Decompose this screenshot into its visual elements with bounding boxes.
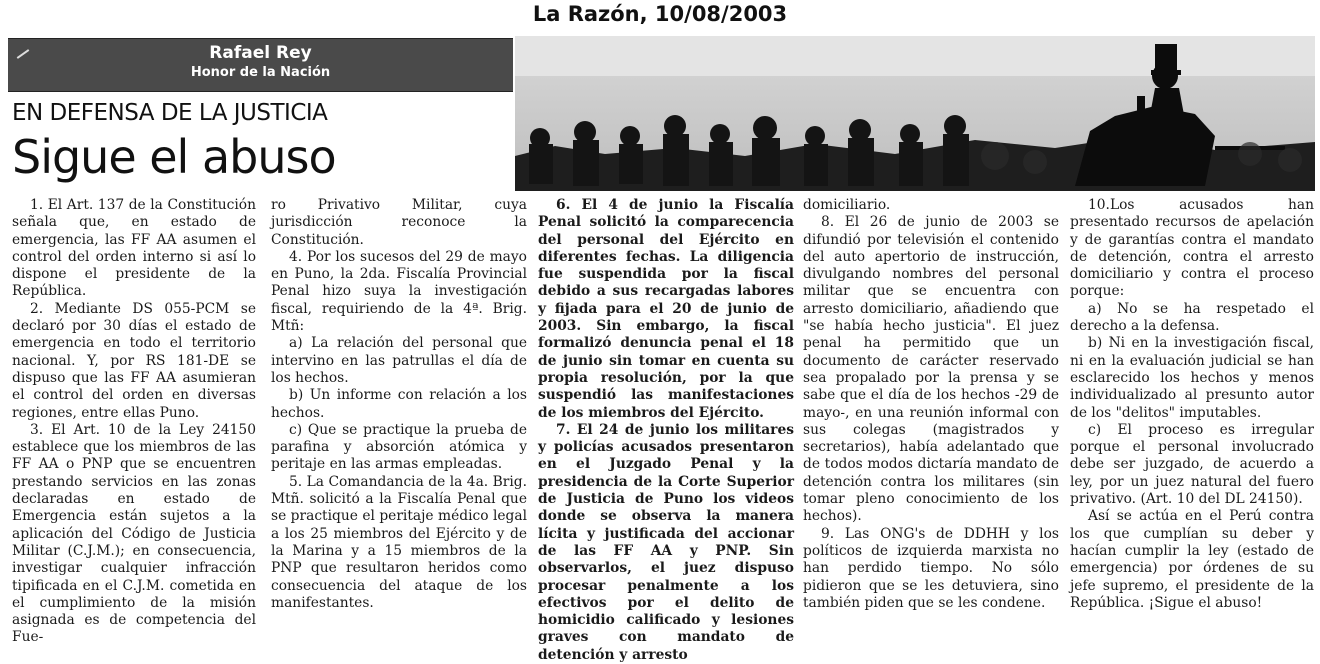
paragraph: 7. El 24 de junio los militares y policías acusados presentaron en el Juzgado Penal y la presidencia de la Corte Superior de Justicia de Puno los videos donde se observa la manera lícita y justificada del accionar de las FF AA y PNP. Sin observarlos, el juez dispuso procesar penalmente a los efectivos por el delito de homicidio calificado y lesiones graves con mandato de detención y arresto: [538, 421, 794, 663]
article-photo: [515, 36, 1315, 191]
paragraph: a) La relación del personal que intervino en las patrullas el día de los hechos.: [271, 335, 527, 386]
paragraph: 2. Mediante DS 055-PCM se declaró por 30 días el estado de emergencia en todo el territorio nacional. Y, por RS 181-DE se dispuso que las FF AA asumieran el control del orden en diversas regiones, entre ellas Puno.: [12, 300, 256, 421]
paragraph: a) No se ha respetado el derecho a la defensa.: [1070, 300, 1314, 335]
article-column-4: [803, 197, 1059, 627]
paragraph: domiciliario.: [803, 197, 891, 213]
paragraph: 10.Los acusados han presentado recursos de apelación y de garantías contra el mandato de detención, contra el arresto domiciliario y contra el proceso porque:: [1070, 197, 1314, 300]
paragraph: c) Que se practique la prueba de parafina y absorción atómica y peritaje en las armas empleadas.: [271, 421, 527, 473]
article-column-5: [1070, 197, 1314, 627]
section-heading: EN DEFENSA DE LA JUSTICIA: [12, 100, 328, 126]
paragraph: Así se actúa en el Perú contra los que cumplían su deber y hacían cumplir la ley (estado de emergencia) por órdenes de su jefe supremo, el presidente de la República. ¡Sigue el abuso!: [1070, 508, 1314, 611]
paragraph: 9. Las ONG's de DDHH y los políticos de izquierda marxista no han perdido tiempo. No sólo pidieron que se les detuviera, sino también piden que se les condene.: [803, 525, 1059, 611]
paragraph: ro Privativo Militar, cuya jurisdicción reconoce la Constitución.: [271, 197, 527, 248]
paragraph: 1. El Art. 137 de la Constitución señala que, en estado de emergencia, las FF AA asumen el control del orden interno si así lo dispone el presidente de la República.: [12, 197, 256, 300]
paragraph: 5. La Comandancia de la 4a. Brig. Mtñ. solicitó a la Fiscalía Penal que se practique el peritaje médico legal a los 25 miembros del Ejército y de la Marina y a 15 miembros de la PNP que resultaron heridos como consecuencia del ataque de los manifestantes.: [271, 473, 527, 611]
masthead-title: La Razón, 10/08/2003: [532, 2, 788, 26]
article-column-2: [271, 197, 527, 627]
article-headline: Sigue el abuso: [12, 130, 336, 184]
article-column-3: [538, 197, 794, 663]
photo-soldiers-crowd-icon: [515, 36, 1315, 191]
paragraph: 6. El 4 de junio la Fiscalía Penal solicitó la comparecencia del personal del Ejército en diferentes fechas. La diligencia fue suspendida por la fiscal debido a sus recargadas labores y fijada para el 20 de junio de 2003. Sin embargo, la fiscal formalizó denuncia penal el 18 de junio sin tomar en cuenta su propia resolución, por la que suspendió las manifestaciones de los miembros del Ejército.: [538, 197, 794, 421]
paragraph: 3. El Art. 10 de la Ley 24150 establece que los miembros de las FF AA o PNP que se encuentren prestando servicios en las zonas declaradas en estado de Emergencia están sujetos a la aplicación del Código de Justicia Militar (C.J.M.); en consecuencia, investigar cualquier infracción tipificada en el C.J.M. cometida en el cumplimiento de la misión asignada es de competencia del Fue-: [12, 421, 256, 646]
paragraph: b) Un informe con relación a los hechos.: [271, 387, 527, 421]
column-name: Honor de la Nación: [190, 65, 331, 80]
paragraph: c) El proceso es irregular porque el personal involucrado debe ser juzgado, de acuerdo a ley, por un juez natural del fuero privativo. (Art. 10 del DL 24150).: [1070, 421, 1314, 508]
paragraph: 4. Por los sucesos del 29 de mayo en Puno, la 2da. Fiscalía Provincial Penal hizo suya la investigación fiscal, requiriendo de la 4ª. Brig. Mtñ:: [271, 248, 527, 335]
article-column-1: [12, 197, 256, 646]
author-banner: [8, 38, 513, 92]
paragraph: b) Ni en la investigación fiscal, ni en la evaluación judicial se han esclarecido los hechos y menos individualizado al presunto autor de los "delitos" imputables.: [1070, 335, 1314, 421]
author-name: Rafael Rey: [209, 43, 312, 63]
paragraph: 8. El 26 de junio de 2003 se difundió por televisión el contenido del auto apertorio de instrucción, divulgando nombres del personal militar que se encuentra con arresto domiciliario, añadiendo que "se había hecho justicia". El juez penal ha permitido que un documento de carácter reservado sea propalado por la prensa y se sabe que el día de los hechos -29 de mayo-, en una reunión informal con sus colegas (magistrados y secretarios), había adelantado que de todos modos dictaría mandato de detención contra los militares (sin tomar pleno conocimiento de los hechos).: [803, 214, 1059, 525]
